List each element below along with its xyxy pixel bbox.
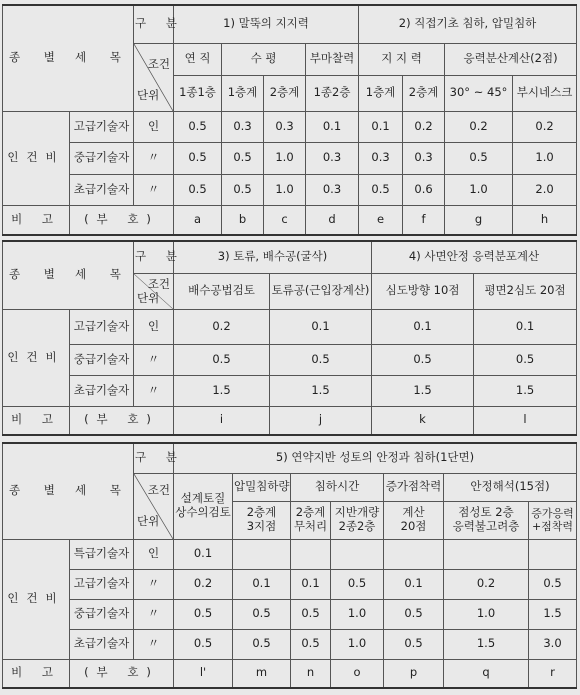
- unit-cell: 지반개량 2종2층: [331, 501, 384, 539]
- grade-intermediate: 중급기술자: [70, 599, 134, 629]
- value-cell: 1.5: [529, 599, 577, 629]
- group-pile-bearing: 1) 말뚝의 지지력: [174, 5, 359, 43]
- value-cell: 0.5: [222, 174, 264, 205]
- value-cell: 0.1: [384, 569, 444, 599]
- corner-header: [3, 443, 134, 539]
- value-cell: [291, 539, 331, 569]
- value-cell: 0.5: [331, 569, 384, 599]
- corner-header: [3, 241, 134, 309]
- unit-cell: 1층계: [222, 75, 264, 111]
- table-pile-foundation: [2, 4, 577, 236]
- value-cell: 0.2: [445, 111, 513, 142]
- sub-horizontal: 수 평: [222, 43, 306, 75]
- unit-person: 인: [134, 309, 174, 344]
- value-cell: 0.5: [359, 174, 403, 205]
- sub-stress-distribution: 응력분산계산(2점): [445, 43, 577, 75]
- unit-cell: 심도방향 10점: [372, 273, 474, 309]
- unit-cell: 1층계: [359, 75, 403, 111]
- group-soft-ground: 5) 연약지반 성토의 안정과 침하(1단면): [174, 443, 577, 473]
- unit-ditto: 〃: [134, 174, 174, 205]
- sub-bearing: 지 지 력: [359, 43, 445, 75]
- value-cell: [331, 539, 384, 569]
- semok-label: 세 목: [75, 267, 131, 282]
- code-cell: c: [264, 205, 306, 235]
- unit-label: 단위: [137, 87, 160, 102]
- value-cell: 0.3: [359, 142, 403, 174]
- code-cell: e: [359, 205, 403, 235]
- grade-senior: 고급기술자: [70, 569, 134, 599]
- condition-label: 조건: [147, 482, 170, 497]
- value-cell: 1.5: [474, 375, 577, 406]
- value-cell: 0.3: [306, 174, 359, 205]
- code-cell: d: [306, 205, 359, 235]
- grade-senior: 고급기술자: [70, 111, 134, 142]
- corner-header: [3, 5, 134, 111]
- value-cell: 1.0: [445, 174, 513, 205]
- value-cell: 0.5: [174, 174, 222, 205]
- value-cell: 0.5: [174, 599, 233, 629]
- remarks-label: 비 고: [3, 205, 70, 235]
- labor-cost-label: 인건비: [3, 111, 70, 205]
- grade-junior: 초급기술자: [70, 174, 134, 205]
- jongbyeol-label: 종 별: [9, 267, 65, 282]
- value-cell: 0.3: [306, 142, 359, 174]
- gubun-label: 구 분: [134, 5, 174, 43]
- code-cell: j: [270, 406, 372, 435]
- value-cell: 0.3: [264, 111, 306, 142]
- value-cell: 0.2: [513, 111, 577, 142]
- value-cell: 1.5: [174, 375, 270, 406]
- group-earth-drainage: 3) 토류, 배수공(굴삭): [174, 241, 372, 273]
- table-soft-ground: [2, 442, 577, 689]
- code-cell: o: [331, 659, 384, 688]
- code-cell: i: [174, 406, 270, 435]
- unit-cell: 점성토 2층 응력불고려층: [444, 501, 529, 539]
- jongbyeol-label: 종 별: [9, 483, 65, 498]
- value-cell: 1.5: [444, 629, 529, 659]
- sub-cohesion-increase: 증가점착력: [384, 473, 444, 501]
- unit-cell: 부시네스크: [513, 75, 577, 111]
- value-cell: 0.1: [359, 111, 403, 142]
- value-cell: 0.1: [291, 569, 331, 599]
- group-shallow-settlement: 2) 직접기초 침하, 압밀침하: [359, 5, 577, 43]
- condition-unit-cell: [134, 273, 174, 309]
- code-cell: q: [444, 659, 529, 688]
- code-cell: l: [474, 406, 577, 435]
- design-soil-constants: 설계토질 상수의검토: [174, 473, 233, 539]
- value-cell: 0.5: [529, 569, 577, 599]
- code-cell: l': [174, 659, 233, 688]
- unit-ditto: 〃: [134, 569, 174, 599]
- unit-ditto: 〃: [134, 142, 174, 174]
- value-cell: 0.3: [222, 111, 264, 142]
- sub-stability-analysis: 안정해석(15점): [444, 473, 577, 501]
- value-cell: 0.1: [372, 309, 474, 344]
- grade-intermediate: 중급기술자: [70, 142, 134, 174]
- value-cell: 0.5: [384, 599, 444, 629]
- unit-label: 단위: [137, 290, 160, 305]
- table-earth-retaining: [2, 240, 577, 436]
- grade-junior: 초급기술자: [70, 629, 134, 659]
- code-cell: r: [529, 659, 577, 688]
- value-cell: 0.5: [291, 599, 331, 629]
- value-cell: 0.6: [403, 174, 445, 205]
- value-cell: 0.5: [174, 111, 222, 142]
- sub-negative-friction: 부마찰력: [306, 43, 359, 75]
- code-cell: m: [233, 659, 291, 688]
- value-cell: 0.5: [291, 629, 331, 659]
- grade-special: 특급기술자: [70, 539, 134, 569]
- value-cell: 0.2: [403, 111, 445, 142]
- value-cell: 0.5: [174, 344, 270, 375]
- condition-label: 조건: [147, 276, 170, 291]
- unit-person: 인: [134, 111, 174, 142]
- value-cell: 0.5: [372, 344, 474, 375]
- value-cell: 0.1: [174, 539, 233, 569]
- value-cell: 3.0: [529, 629, 577, 659]
- code-cell: n: [291, 659, 331, 688]
- value-cell: 0.5: [384, 629, 444, 659]
- unit-ditto: 〃: [134, 629, 174, 659]
- gubun-label: 구 분: [134, 443, 174, 473]
- value-cell: 1.0: [264, 174, 306, 205]
- semok-label: 세 목: [75, 483, 131, 498]
- value-cell: 1.0: [331, 599, 384, 629]
- unit-label: 단위: [137, 513, 160, 528]
- code-label: (부 호): [70, 205, 174, 235]
- value-cell: 0.5: [233, 629, 291, 659]
- value-cell: 1.0: [331, 629, 384, 659]
- value-cell: 0.2: [444, 569, 529, 599]
- unit-cell: 2층계 3지점: [233, 501, 291, 539]
- unit-cell: 2층계: [264, 75, 306, 111]
- unit-cell: 2층계 무처리: [291, 501, 331, 539]
- value-cell: 1.5: [270, 375, 372, 406]
- grade-senior: 고급기술자: [70, 309, 134, 344]
- remarks-label: 비 고: [3, 659, 70, 688]
- grade-intermediate: 중급기술자: [70, 344, 134, 375]
- sub-consolidation: 압밀침하량: [233, 473, 291, 501]
- code-cell: g: [445, 205, 513, 235]
- value-cell: [444, 539, 529, 569]
- unit-person: 인: [134, 539, 174, 569]
- code-cell: p: [384, 659, 444, 688]
- unit-cell: 1종1층: [174, 75, 222, 111]
- condition-unit-cell: [134, 473, 174, 539]
- value-cell: 1.0: [513, 142, 577, 174]
- value-cell: 0.1: [306, 111, 359, 142]
- code-cell: h: [513, 205, 577, 235]
- value-cell: 0.5: [233, 599, 291, 629]
- condition-label: 조건: [147, 56, 170, 71]
- sub-vertical: 연 직: [174, 43, 222, 75]
- value-cell: 0.1: [233, 569, 291, 599]
- unit-cell: 계산 20점: [384, 501, 444, 539]
- unit-cell: 평면2심도 20점: [474, 273, 577, 309]
- unit-ditto: 〃: [134, 599, 174, 629]
- value-cell: 0.1: [474, 309, 577, 344]
- value-cell: 0.5: [174, 629, 233, 659]
- gubun-label: 구 분: [134, 241, 174, 273]
- unit-cell: 증가응력 +점착력: [529, 501, 577, 539]
- value-cell: [529, 539, 577, 569]
- jongbyeol-label: 종 별: [9, 50, 65, 65]
- value-cell: 1.0: [264, 142, 306, 174]
- condition-unit-cell: [134, 43, 174, 111]
- semok-label: 세 목: [75, 50, 131, 65]
- unit-cell: 2층계: [403, 75, 445, 111]
- remarks-label: 비 고: [3, 406, 70, 435]
- value-cell: 1.5: [372, 375, 474, 406]
- value-cell: 0.5: [222, 142, 264, 174]
- unit-ditto: 〃: [134, 344, 174, 375]
- unit-cell: 토류공(근입장계산): [270, 273, 372, 309]
- labor-cost-label: 인건비: [3, 309, 70, 406]
- value-cell: 2.0: [513, 174, 577, 205]
- value-cell: 1.0: [444, 599, 529, 629]
- value-cell: 0.2: [174, 569, 233, 599]
- value-cell: 0.1: [270, 309, 372, 344]
- unit-cell: 30° ~ 45°: [445, 75, 513, 111]
- value-cell: [233, 539, 291, 569]
- code-cell: k: [372, 406, 474, 435]
- sub-settlement-time: 침하시간: [291, 473, 384, 501]
- grade-junior: 초급기술자: [70, 375, 134, 406]
- value-cell: 0.5: [174, 142, 222, 174]
- code-label: (부 호): [70, 406, 174, 435]
- labor-cost-label: 인건비: [3, 539, 70, 659]
- unit-ditto: 〃: [134, 375, 174, 406]
- code-label: (부 호): [70, 659, 174, 688]
- value-cell: [384, 539, 444, 569]
- unit-cell: 1종2층: [306, 75, 359, 111]
- code-cell: f: [403, 205, 445, 235]
- value-cell: 0.5: [445, 142, 513, 174]
- value-cell: 0.5: [270, 344, 372, 375]
- value-cell: 0.3: [403, 142, 445, 174]
- value-cell: 0.2: [174, 309, 270, 344]
- value-cell: 0.5: [474, 344, 577, 375]
- code-cell: b: [222, 205, 264, 235]
- unit-cell: 배수공법검토: [174, 273, 270, 309]
- group-slope-stability: 4) 사면안정 응력분포계산: [372, 241, 577, 273]
- code-cell: a: [174, 205, 222, 235]
